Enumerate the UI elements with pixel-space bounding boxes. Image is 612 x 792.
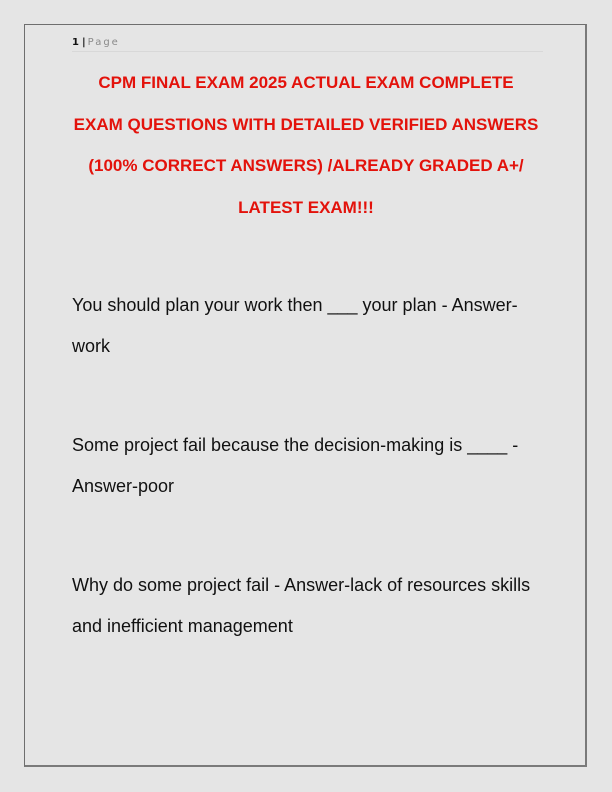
document-title: CPM FINAL EXAM 2025 ACTUAL EXAM COMPLETE EXAM QUESTIONS WITH DETAILED VERIFIED ANSWERS (100% CORRECT ANSWERS) /ALREADY GRADED A+/ LATEST EXAM!!!	[73, 73, 539, 217]
header-separator: |	[81, 37, 86, 48]
qa-item-2: Some project fail because the decision-making is ____ - Answer-poor	[72, 435, 519, 496]
qa-item-1: You should plan your work then ___ your plan - Answer-work	[72, 295, 518, 356]
page-header	[72, 36, 543, 52]
page-number: 1	[72, 37, 79, 48]
qa-item-3: Why do some project fail - Answer-lack of resources skills and inefficient management	[72, 575, 531, 636]
page-label: Page	[87, 37, 120, 48]
